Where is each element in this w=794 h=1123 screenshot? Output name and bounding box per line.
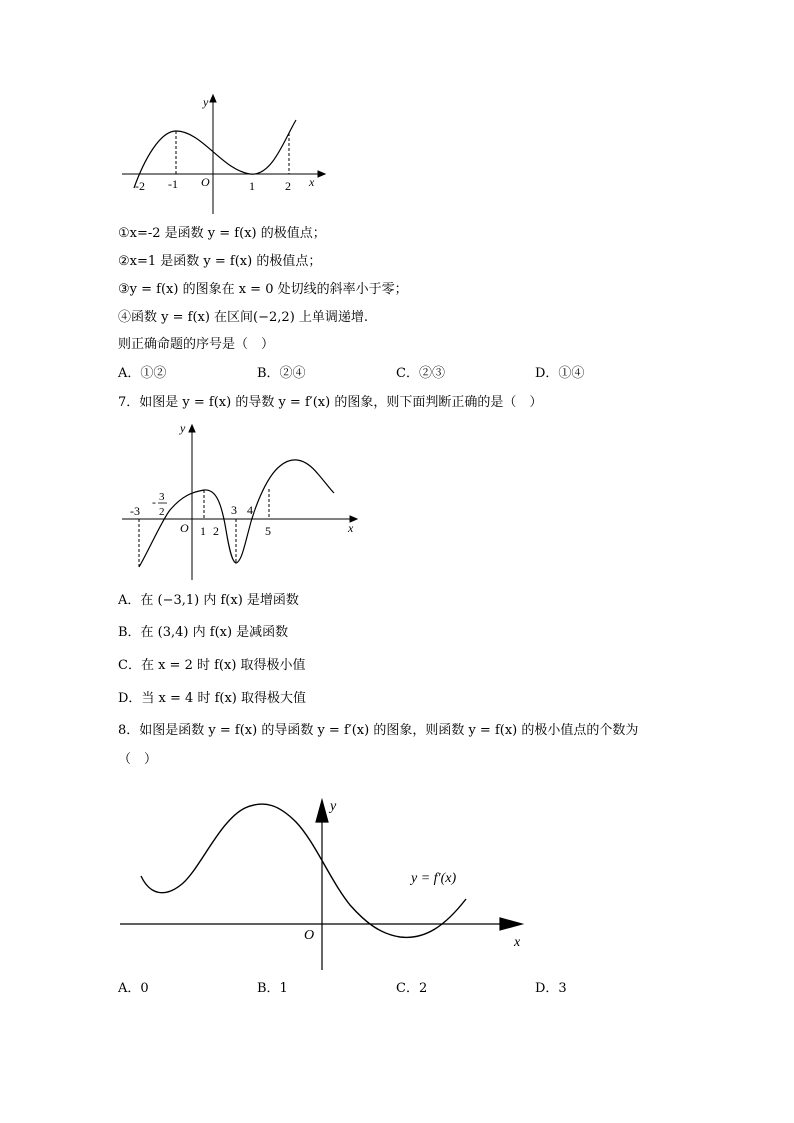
graph2-tick: 3 [231, 503, 237, 517]
graph2-tick: 4 [247, 503, 253, 517]
q8-option-c[interactable]: C．2 [396, 981, 428, 996]
q6-option-d[interactable]: D．①④ [535, 366, 585, 381]
graph2-frac-sign: - [152, 495, 156, 509]
q8-option-b[interactable]: B．1 [257, 981, 288, 996]
graph1-origin: O [201, 175, 210, 189]
graph1-tick: -2 [135, 179, 145, 193]
graph2-tick: -3 [130, 504, 140, 518]
graph1-tick: 2 [285, 179, 291, 193]
graph3-y-label: y [330, 799, 337, 814]
q6-option-b[interactable]: B．②④ [257, 366, 306, 381]
q7-option-b[interactable]: B．在 (3,4) 内 f(x) 是减函数 [118, 625, 289, 640]
graph2-origin: O [180, 521, 189, 535]
q6-option-c[interactable]: C．②③ [396, 366, 445, 381]
graph1-tick: -1 [168, 177, 178, 191]
graph1-tick: 1 [249, 179, 255, 193]
q6-statement-3: ③y = f(x) 的图象在 x = 0 处切线的斜率小于零； [118, 282, 408, 297]
q8-option-d[interactable]: D．3 [535, 981, 567, 996]
q7-question: 7．如图是 y = f(x) 的导数 y = f′(x) 的图象，则下面判断正确的是（ ） [118, 395, 543, 410]
graph3-x-arrow [500, 918, 522, 930]
graph2-frac-den: 2 [159, 506, 165, 518]
graph3-y-arrow [316, 800, 328, 822]
graph2-tick: 5 [265, 524, 271, 538]
graph3-curve-label: y = f′(x) [411, 871, 457, 886]
q6-statement-1: ①x=-2 是函数 y = f(x) 的极值点； [118, 226, 326, 241]
q8-option-a[interactable]: A．0 [118, 981, 149, 996]
graph2-tick: 2 [213, 524, 219, 538]
graph1-y-label: y [203, 95, 209, 109]
q6-option-a[interactable]: A．①② [118, 366, 167, 381]
q7-option-d[interactable]: D．当 x = 4 时 f(x) 取得极大值 [118, 691, 306, 706]
q6-statement-2: ②x=1 是函数 y = f(x) 的极值点； [118, 254, 322, 269]
graph1-x-label: x [309, 175, 315, 189]
graph3-origin: O [304, 928, 315, 943]
graph2-y-label: y [180, 421, 186, 435]
q8-question: 8．如图是函数 y = f(x) 的导函数 y = f′(x) 的图象，则函数 y = f(x) 的极小值点的个数为 [118, 723, 639, 738]
q6-statement-4: ④函数 y = f(x) 在区间(−2,2) 上单调递增. [118, 310, 369, 325]
q8-paren: （ ） [118, 752, 158, 767]
q6-prompt: 则正确命题的序号是（ ） [118, 337, 275, 352]
graph2-frac-num: 3 [159, 491, 165, 503]
q7-option-a[interactable]: A．在 (−3,1) 内 f(x) 是增函数 [118, 593, 299, 608]
q7-option-c[interactable]: C．在 x = 2 时 f(x) 取得极小值 [118, 658, 306, 673]
graph2-x-label: x [348, 521, 354, 535]
graph3-x-label: x [514, 935, 521, 950]
graph2-tick: 1 [200, 524, 206, 538]
